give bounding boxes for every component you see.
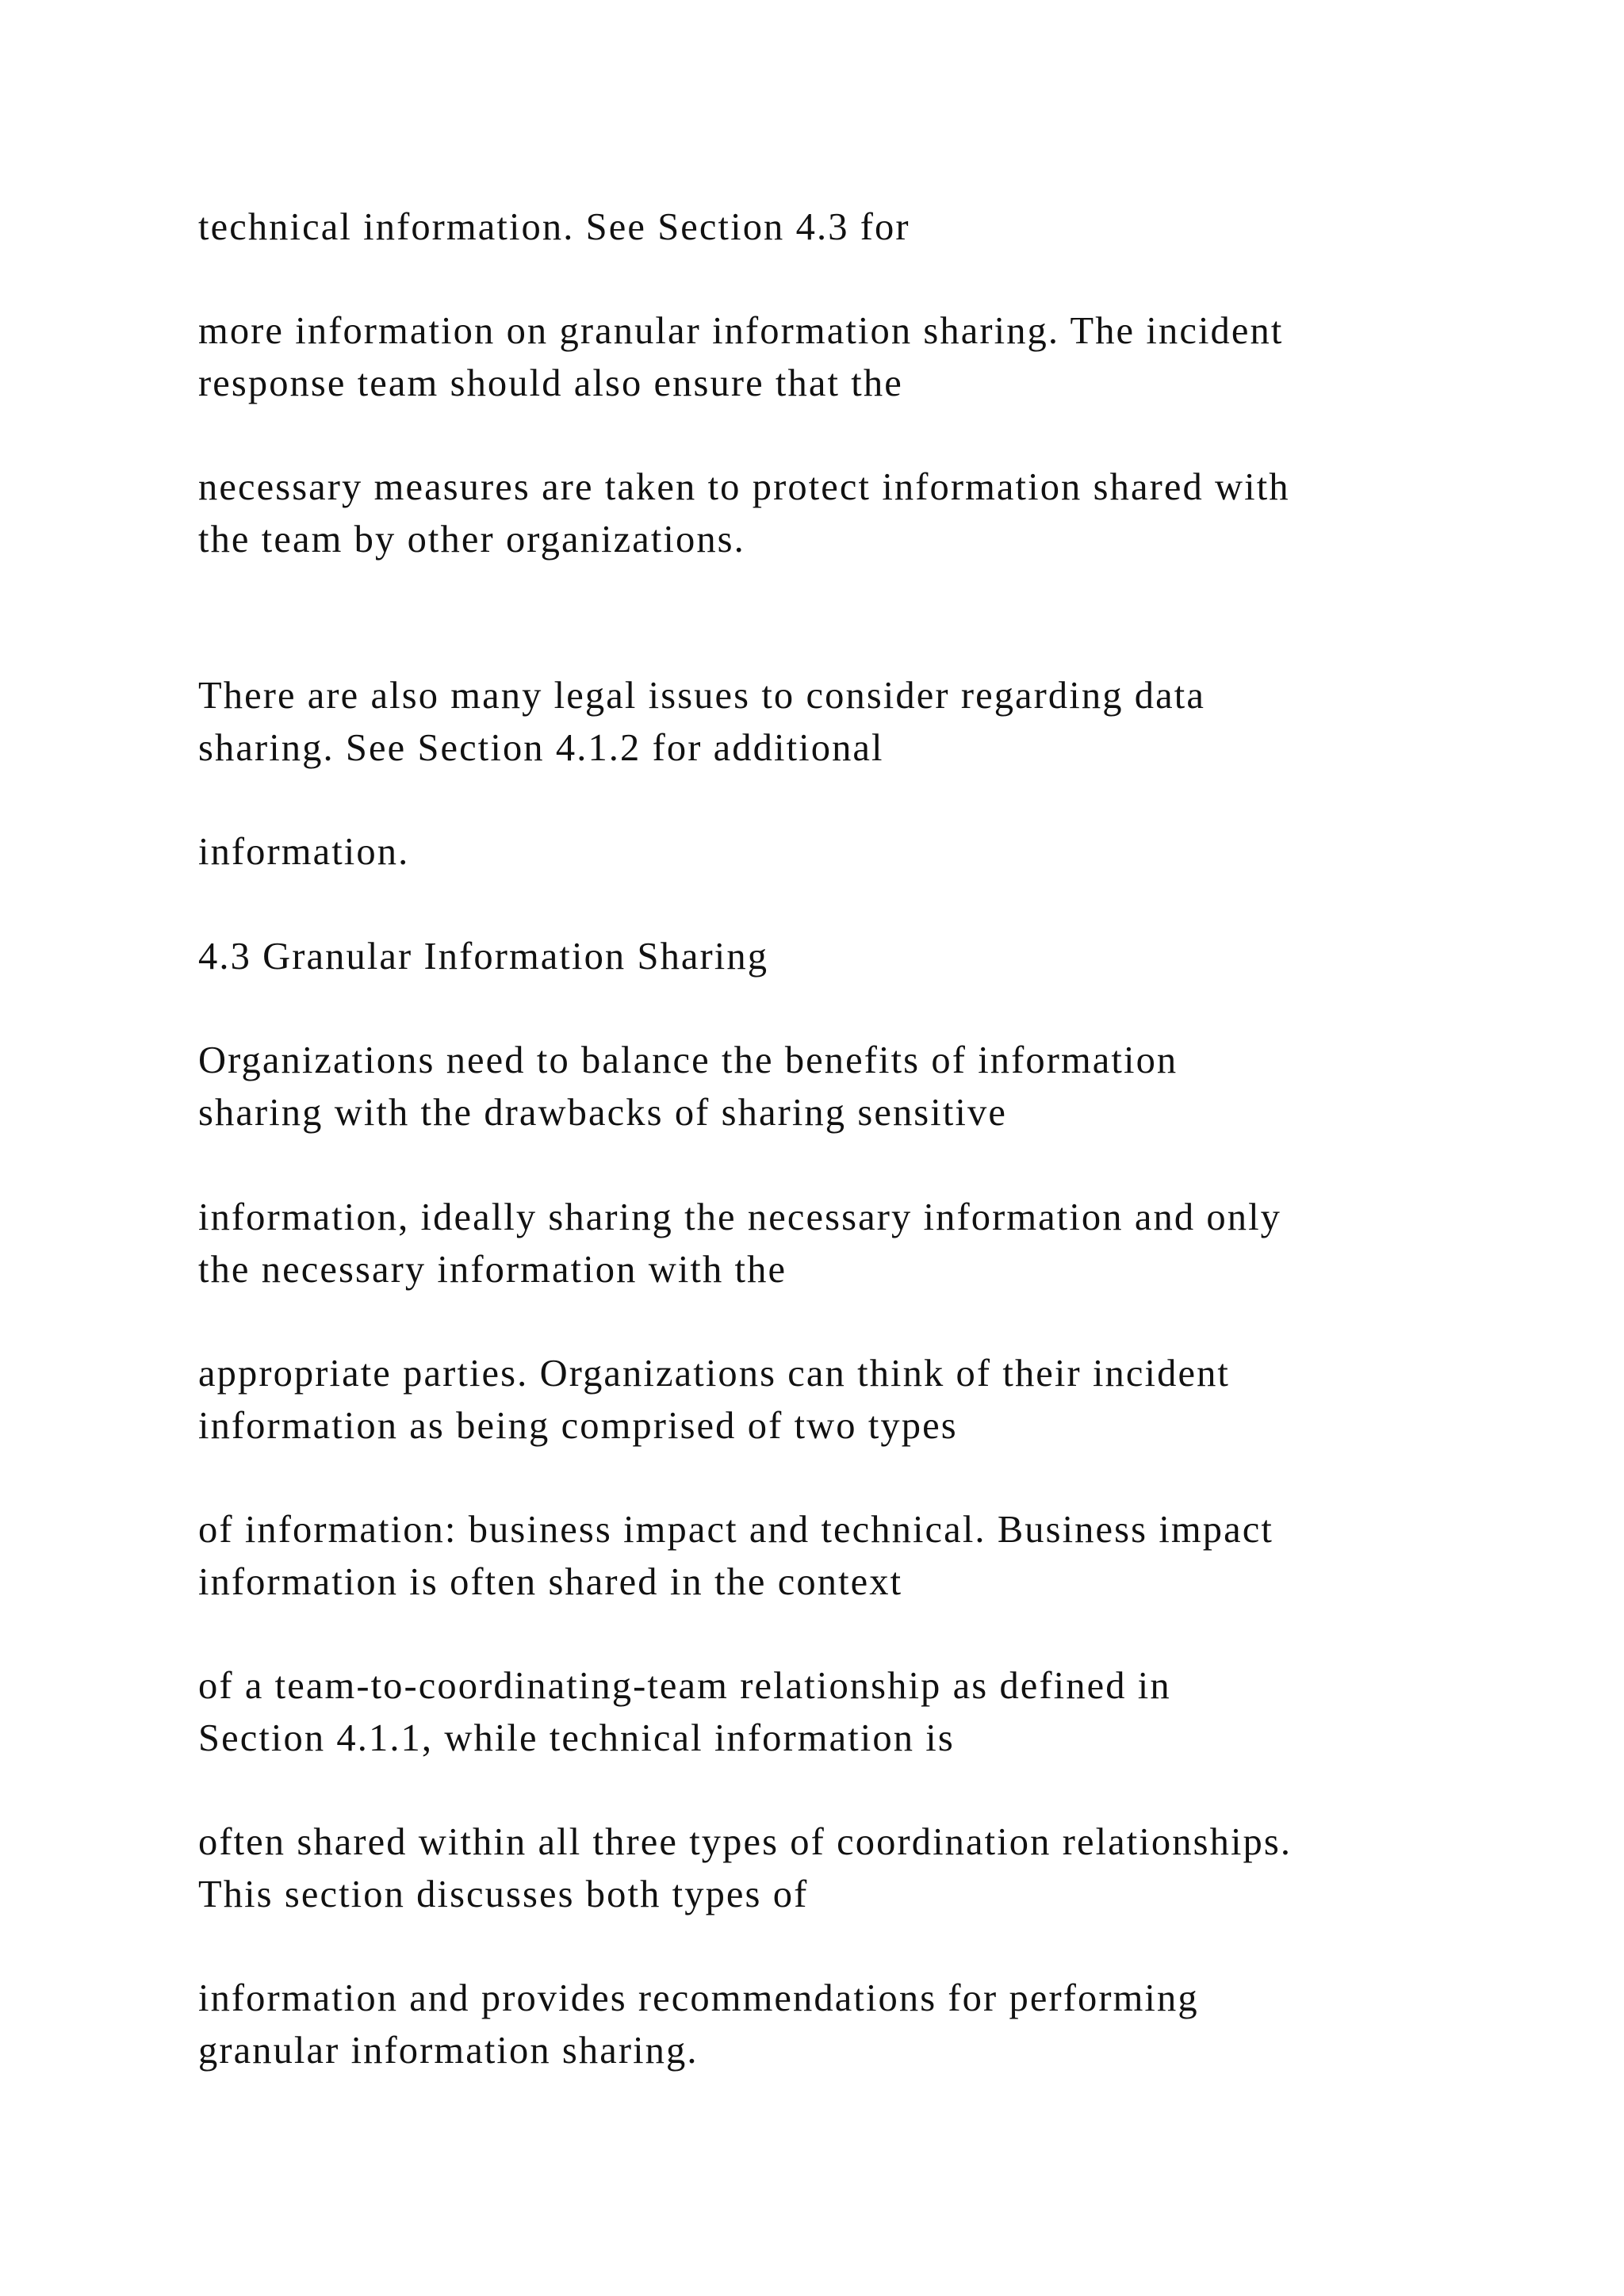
text-line: the necessary information with the [198,1249,787,1291]
paragraph-3 [198,461,1546,566]
text-line: often shared within all three types of coordination relationships. [198,1821,1293,1863]
paragraph-7 [198,1192,1546,1296]
text-line: sharing with the drawbacks of sharing sensitive [198,1092,1007,1134]
text-line: of information: business impact and technical. Business impact [198,1509,1274,1551]
paragraph-5 [198,826,1546,878]
text-line: sharing. See Section 4.1.2 for additional [198,727,884,769]
paragraph-6 [198,1035,1546,1139]
section-heading [198,931,1546,983]
section-heading-text: 4.3 Granular Information Sharing [198,936,769,978]
paragraph-8 [198,1348,1546,1452]
text-line: information is often shared in the context [198,1561,903,1603]
text-line: This section discusses both types of [198,1873,809,1915]
paragraph-1 [198,201,1546,254]
text-line: Section 4.1.1, while technical information is [198,1717,955,1759]
paragraph-10 [198,1660,1546,1765]
text-line: technical information. See Section 4.3 for [198,206,910,248]
paragraph-9 [198,1504,1546,1609]
text-line: response team should also ensure that the [198,362,903,404]
text-line: information, ideally sharing the necessary information and only [198,1196,1282,1238]
text-line: more information on granular information sharing. The incident [198,310,1284,352]
text-line: appropriate parties. Organizations can think of their incident [198,1353,1230,1395]
text-line: There are also many legal issues to consider regarding data [198,675,1205,717]
text-line: Organizations need to balance the benefits of information [198,1039,1178,1081]
text-line: information as being comprised of two types [198,1405,958,1447]
paragraph-12 [198,1973,1546,2077]
text-line: granular information sharing. [198,2030,699,2072]
text-line: necessary measures are taken to protect information shared with [198,466,1290,508]
text-line: information. [198,831,410,873]
paragraph-2 [198,305,1546,410]
text-line: the team by other organizations. [198,519,745,561]
text-line: of a team-to-coordinating-team relationship as defined in [198,1665,1171,1707]
paragraph-4 [198,670,1546,775]
text-line: information and provides recommendations for performing [198,1977,1199,2019]
paragraph-11 [198,1816,1546,1921]
